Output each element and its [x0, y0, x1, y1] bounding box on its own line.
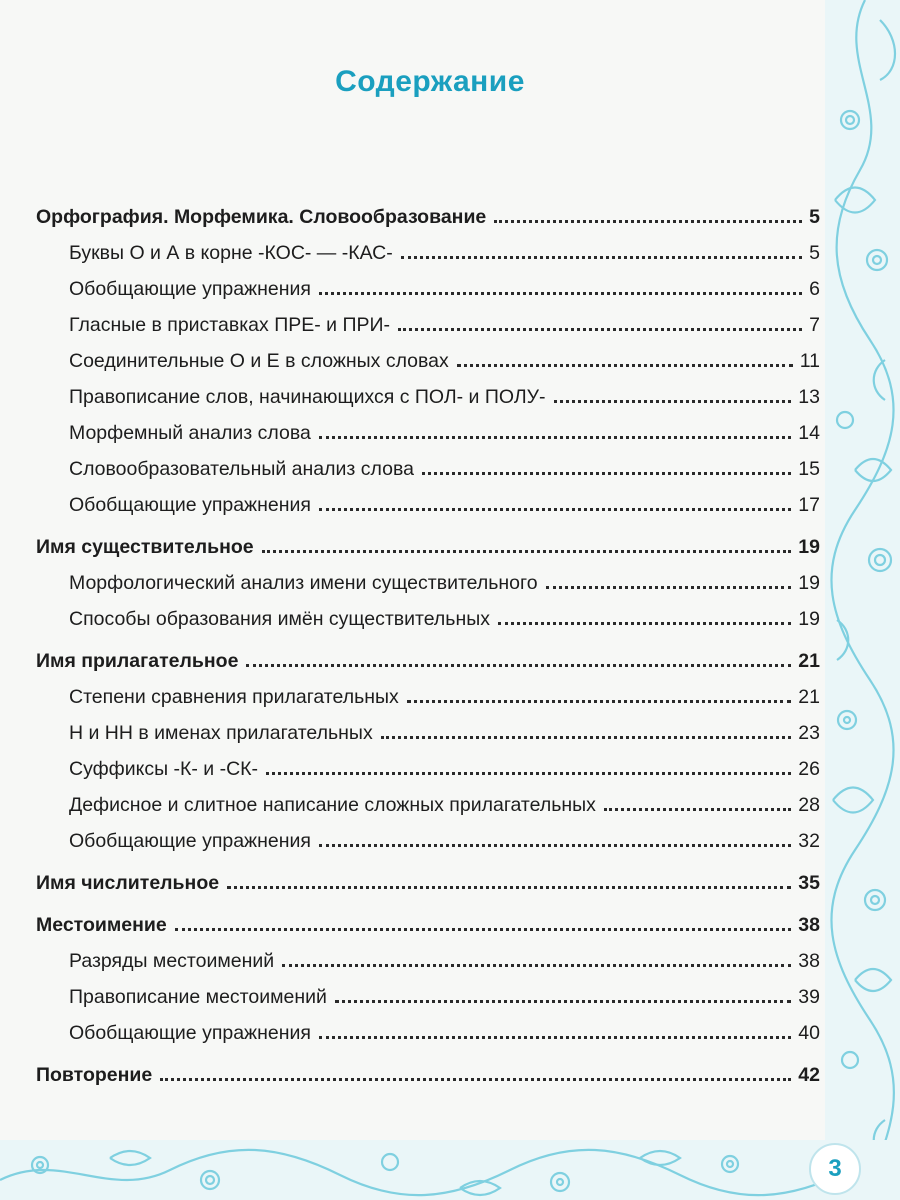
swirl-ornament-icon: [825, 0, 900, 1200]
toc-page-number: 14: [798, 422, 820, 444]
dot-leader: [246, 664, 791, 667]
dot-leader: [498, 622, 791, 625]
toc-page-number: 38: [798, 914, 820, 936]
toc-subsection-row: [36, 1015, 820, 1051]
toc-page-number: 19: [798, 572, 820, 594]
toc-subsection-row: [36, 679, 820, 715]
dot-leader: [227, 886, 791, 889]
toc-subsection-row: [36, 943, 820, 979]
dot-leader: [398, 328, 802, 331]
toc-page-number: 11: [799, 350, 820, 372]
toc-entry-title: Словообразовательный анализ слова: [69, 458, 414, 480]
toc-entry-title: Н и НН в именах прилагательных: [69, 722, 373, 744]
dot-leader: [319, 436, 791, 439]
toc-subsection-row: [36, 979, 820, 1015]
toc-entry-title: Обобщающие упражнения: [69, 494, 311, 516]
toc-subsection-row: [36, 565, 820, 601]
dot-leader: [319, 292, 802, 295]
toc-entry-title: Имя числительное: [36, 872, 220, 894]
toc-section-row: [36, 1057, 820, 1093]
dot-leader: [457, 364, 793, 367]
toc-entry-title: Обобщающие упражнения: [69, 278, 311, 300]
toc-entry-title: Правописание местоимений: [69, 986, 327, 1008]
toc-subsection-row: [36, 271, 820, 307]
toc-entry-title: Дефисное и слитное написание сложных прилагательных: [69, 794, 596, 816]
toc-page-number: 17: [798, 494, 820, 516]
toc-page-number: 39: [798, 986, 820, 1008]
toc-subsection-row: [36, 451, 820, 487]
toc-entry-title: Суффиксы -К- и -СК-: [69, 758, 259, 780]
toc-subsection-row: [36, 487, 820, 523]
toc-page-number: 32: [798, 830, 820, 852]
toc-page-number: 26: [798, 758, 820, 780]
toc-subsection-row: [36, 379, 820, 415]
toc-subsection-row: [36, 601, 820, 637]
toc-entry-title: Соединительные О и Е в сложных словах: [69, 350, 449, 372]
dot-leader: [262, 550, 792, 553]
page-number: 3: [828, 1155, 842, 1182]
toc-subsection-row: [36, 307, 820, 343]
toc-page-number: 13: [798, 386, 820, 408]
dot-leader: [422, 472, 791, 475]
toc-subsection-row: [36, 343, 820, 379]
toc-page-number: 23: [798, 722, 820, 744]
dot-leader: [554, 400, 792, 403]
dot-leader: [266, 772, 791, 775]
toc-page-number: 7: [809, 314, 820, 336]
toc-section-row: [36, 643, 820, 679]
toc-entry-title: Разряды местоимений: [69, 950, 275, 972]
toc-page-number: 5: [809, 242, 820, 264]
toc-entry-title: Обобщающие упражнения: [69, 830, 311, 852]
dot-leader: [407, 700, 792, 703]
toc-entry-title: Местоимение: [36, 914, 167, 936]
toc-section-row: [36, 199, 820, 235]
dot-leader: [335, 1000, 791, 1003]
toc-page-number: 21: [798, 686, 820, 708]
table-of-contents: [36, 199, 820, 1093]
toc-page-number: 42: [798, 1064, 820, 1086]
toc-entry-title: Степени сравнения прилагательных: [69, 686, 399, 708]
toc-subsection-row: [36, 751, 820, 787]
toc-page-number: 5: [809, 206, 820, 228]
dot-leader: [319, 844, 791, 847]
toc-page-number: 21: [798, 650, 820, 672]
toc-section-row: [36, 529, 820, 565]
dot-leader: [282, 964, 791, 967]
toc-entry-title: Морфемный анализ слова: [69, 422, 311, 444]
toc-entry-title: Буквы О и А в корне -КОС- — -КАС-: [69, 242, 393, 264]
toc-entry-title: Гласные в приставках ПРЕ- и ПРИ-: [69, 314, 390, 336]
toc-page-number: 38: [798, 950, 820, 972]
decorative-side-border: [825, 0, 900, 1200]
dot-leader: [319, 1036, 791, 1039]
toc-page-number: 19: [798, 536, 820, 558]
dot-leader: [160, 1078, 791, 1081]
decorative-bottom-border: [0, 1140, 900, 1200]
page-number-badge: [809, 1143, 861, 1195]
swirl-ornament-icon: [0, 1140, 900, 1200]
toc-entry-title: Имя существительное: [36, 536, 254, 558]
dot-leader: [546, 586, 792, 589]
toc-subsection-row: [36, 415, 820, 451]
dot-leader: [381, 736, 792, 739]
toc-page-number: 40: [798, 1022, 820, 1044]
toc-entry-title: Способы образования имён существительных: [69, 608, 490, 630]
toc-subsection-row: [36, 787, 820, 823]
toc-entry-title: Обобщающие упражнения: [69, 1022, 311, 1044]
toc-subsection-row: [36, 235, 820, 271]
toc-page-number: 28: [798, 794, 820, 816]
dot-leader: [175, 928, 792, 931]
toc-entry-title: Повторение: [36, 1064, 153, 1086]
toc-page-number: 19: [798, 608, 820, 630]
toc-section-row: [36, 907, 820, 943]
toc-entry-title: Морфологический анализ имени существительного: [69, 572, 538, 594]
toc-entry-title: Орфография. Морфемика. Словообразование: [36, 206, 487, 228]
toc-subsection-row: [36, 823, 820, 859]
toc-entry-title: Правописание слов, начинающихся с ПОЛ- и ПОЛУ-: [69, 386, 546, 408]
dot-leader: [494, 220, 802, 223]
toc-entry-title: Имя прилагательное: [36, 650, 239, 672]
dot-leader: [319, 508, 791, 511]
toc-page-number: 35: [798, 872, 820, 894]
toc-page-number: 6: [809, 278, 820, 300]
toc-section-row: [36, 865, 820, 901]
toc-page-number: 15: [798, 458, 820, 480]
dot-leader: [401, 256, 802, 259]
page-title: Содержание: [335, 65, 525, 98]
toc-subsection-row: [36, 715, 820, 751]
dot-leader: [604, 808, 791, 811]
